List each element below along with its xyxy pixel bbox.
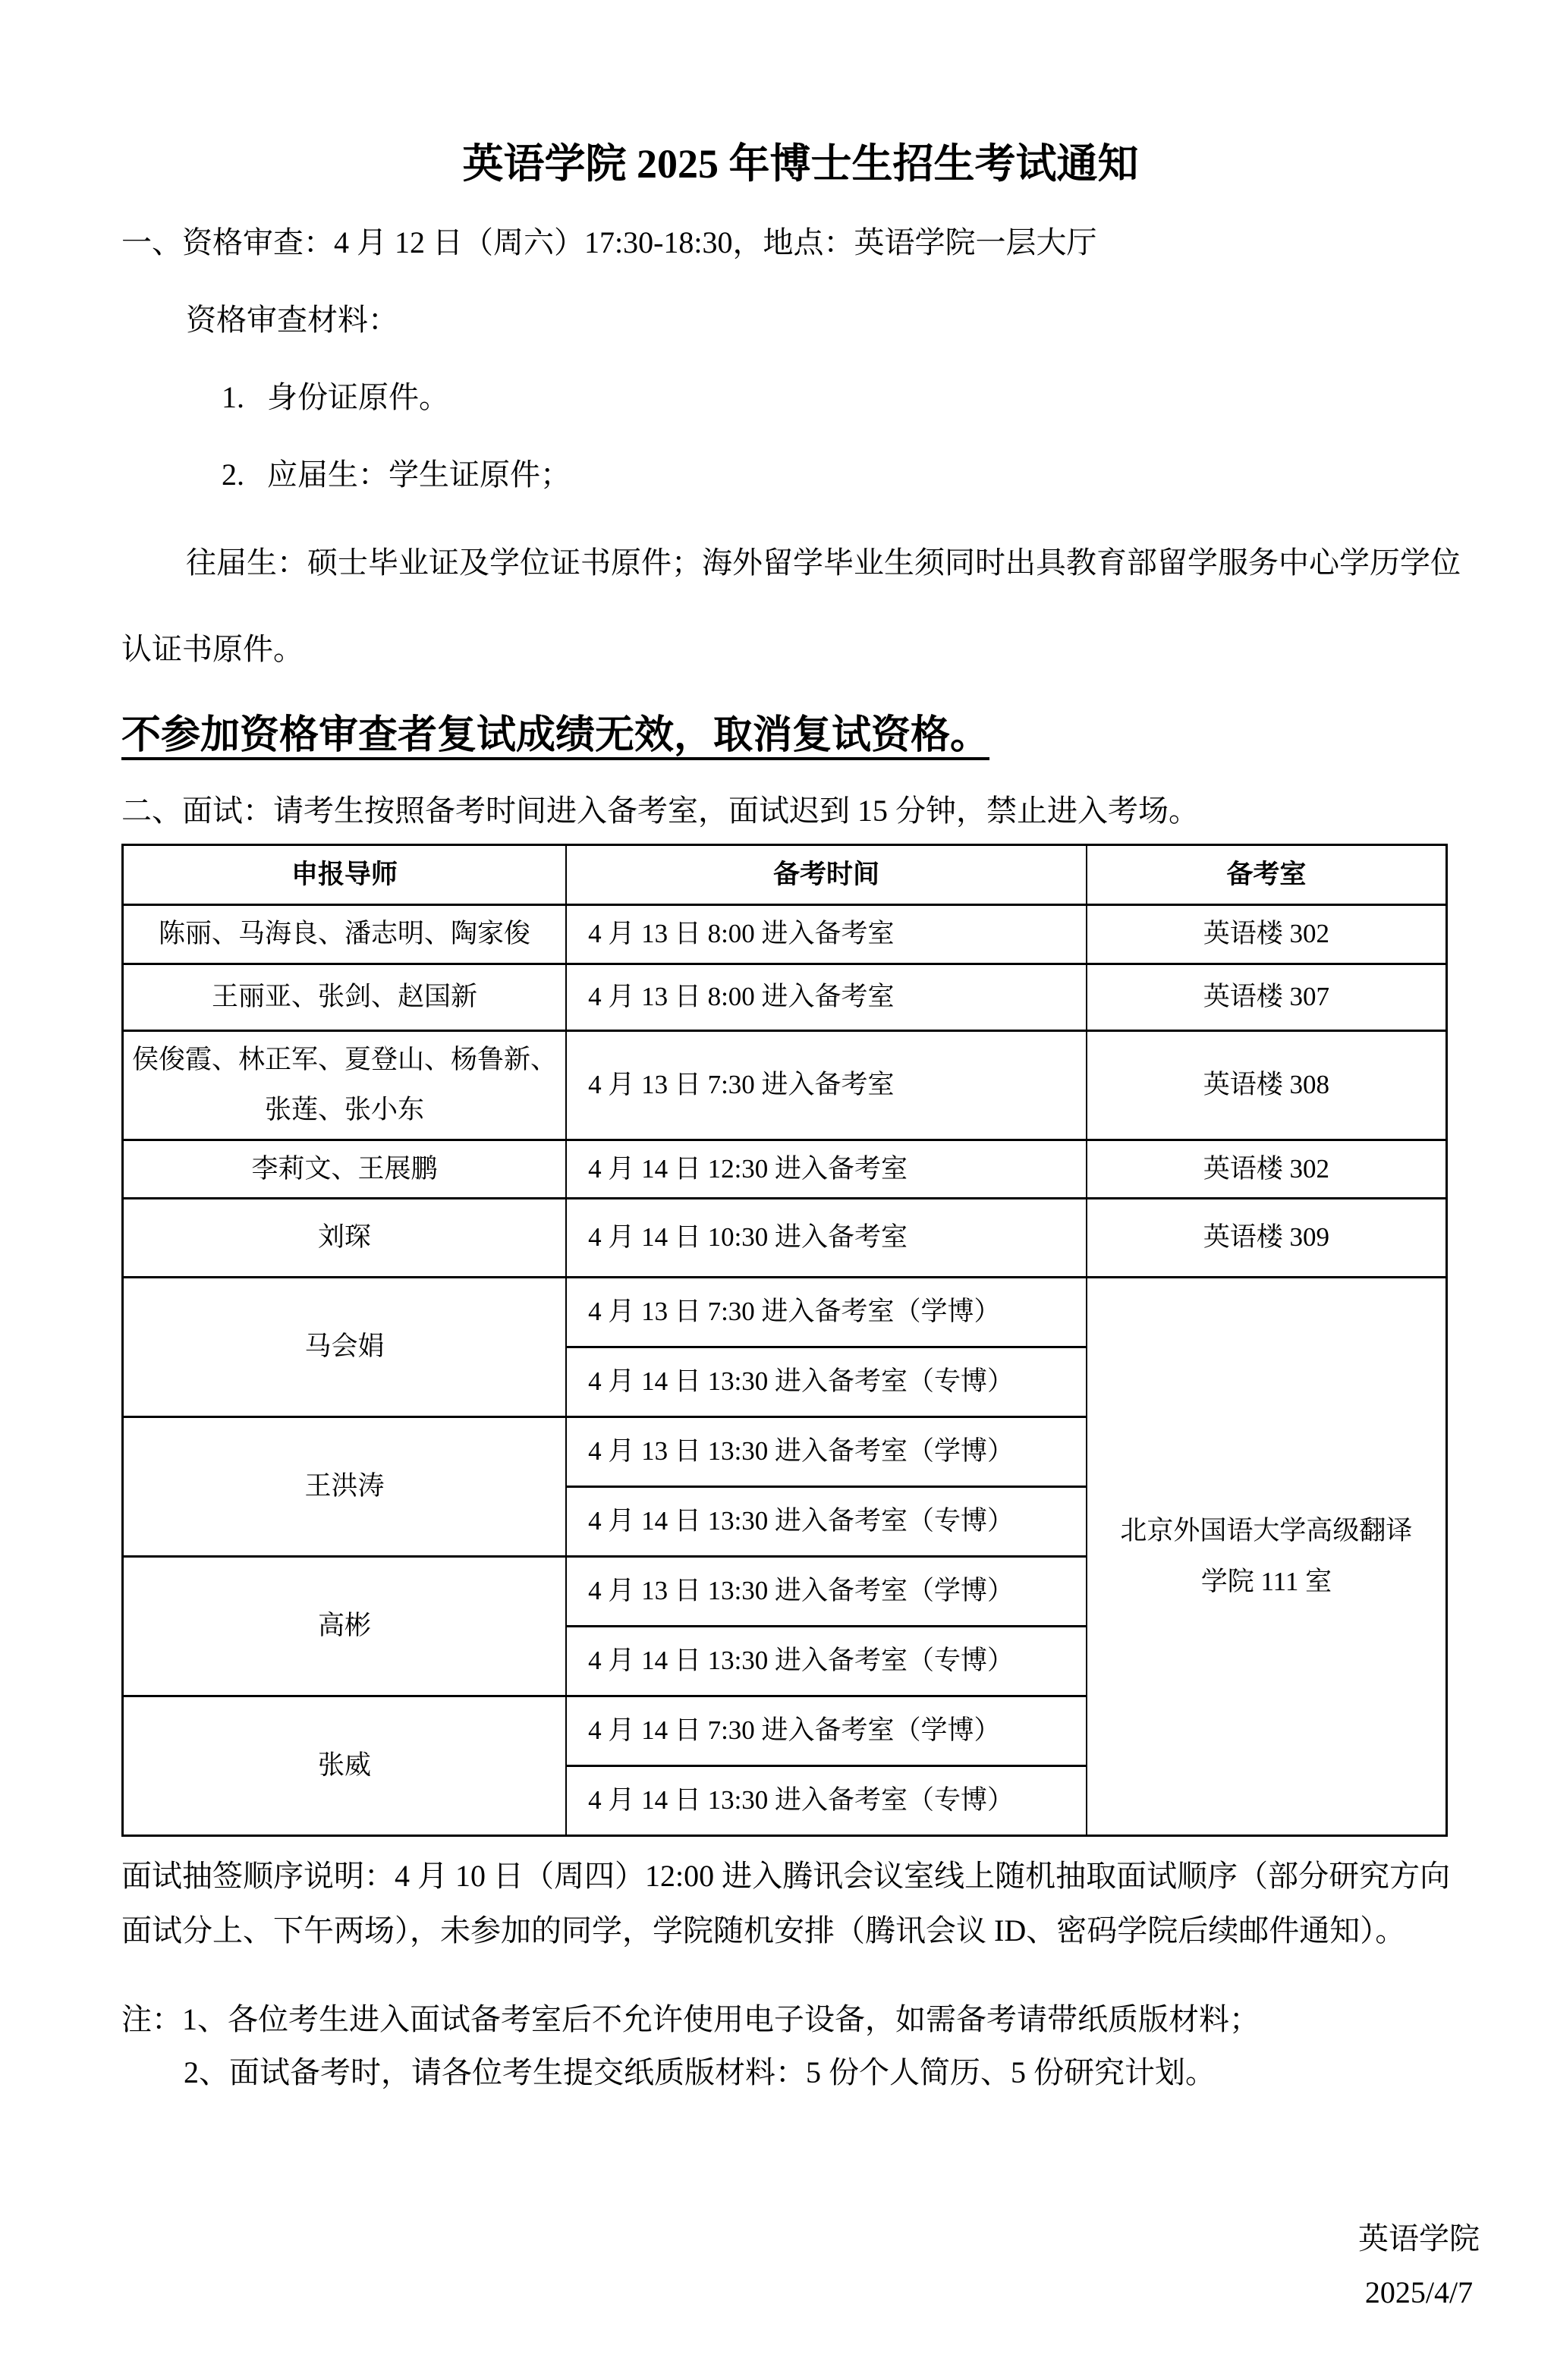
list-item-id-card [121,379,1480,417]
shared-room-cell: 北京外国语大学高级翻译学院 111 室 [1087,1278,1447,1836]
interview-schedule-table [121,844,1448,1837]
note-line-1 [121,1993,1480,2046]
table-row [123,905,1447,964]
mentor-cell: 张威 [123,1696,567,1836]
column-header-time: 备考时间 [566,845,1087,905]
mentor-cell: 高彬 [123,1557,567,1696]
time-cell: 4 月 14 日 13:30 进入备考室（专博） [566,1766,1087,1836]
signature-block [121,2212,1480,2319]
time-cell: 4 月 13 日 7:30 进入备考室 [566,1030,1087,1140]
list-item-number: 1. [222,380,244,415]
list-item-text: 身份证原件。 [267,380,449,415]
section1-heading: 一、资格审查：4 月 12 日（周六）17:30-18:30，地点：英语学院一层大厅 [121,225,1097,260]
mentor-cell: 侯俊霞、林正军、夏登山、杨鲁新、张莲、张小东 [123,1030,567,1140]
room-cell: 英语楼 307 [1087,964,1447,1030]
room-cell: 英语楼 302 [1087,905,1447,964]
mentor-cell: 李莉文、王展鹏 [123,1140,567,1199]
mentor-cell: 陈丽、马海良、潘志明、陶家俊 [123,905,567,964]
table-row [123,1278,1447,1347]
table-header-row [123,845,1447,905]
note-text: 1、各位考生进入面试备考室后不允许使用电子设备，如需备考请带纸质版材料； [182,2002,1260,2037]
room-cell: 英语楼 302 [1087,1140,1447,1199]
column-header-room: 备考室 [1087,845,1447,905]
notes-block [121,1993,1480,2099]
table-row [123,1140,1447,1199]
returning-students-paragraph: 往届生：硕士毕业证及学位证书原件；海外留学毕业生须同时出具教育部留学服务中心学历学位认证书原件。 [121,545,1461,667]
time-cell: 4 月 13 日 7:30 进入备考室（学博） [566,1278,1087,1347]
section2-heading: 二、面试：请考生按照备考时间进入备考室，面试迟到 15 分钟，禁止进入考场。 [121,794,1199,828]
signature-date: 2025/4/7 [1364,2275,1474,2310]
mentor-cell: 王丽亚、张剑、赵国新 [123,964,567,1030]
room-cell: 英语楼 308 [1087,1030,1447,1140]
time-cell: 4 月 14 日 13:30 进入备考室（专博） [566,1347,1087,1417]
mentor-cell: 王洪涛 [123,1417,567,1557]
note-line-2: 2、面试备考时，请各位考生提交纸质版材料：5 份个人简历、5 份研究计划。 [184,2055,1216,2090]
time-cell: 4 月 13 日 13:30 进入备考室（学博） [566,1557,1087,1627]
column-header-mentor: 申报导师 [123,845,567,905]
mentor-cell: 马会娟 [123,1278,567,1417]
list-item-number: 2. [222,457,244,492]
materials-label: 资格审查材料： [186,303,398,338]
table-row [123,1199,1447,1278]
table-row [123,964,1447,1030]
time-cell: 4 月 13 日 13:30 进入备考室（学博） [566,1417,1087,1487]
room-cell: 英语楼 309 [1087,1199,1447,1278]
lottery-explanation: 面试抽签顺序说明：4 月 10 日（周四）12:00 进入腾讯会议室线上随机抽取面试顺序（部分研究方向面试分上、下午两场），未参加的同学，学院随机安排（腾讯会议 ID、密码学院后续邮件通知）。 [121,1859,1451,1948]
time-cell: 4 月 14 日 12:30 进入备考室 [566,1140,1087,1199]
time-cell: 4 月 14 日 10:30 进入备考室 [566,1199,1087,1278]
list-item-text: 应届生：学生证原件； [267,457,571,492]
time-cell: 4 月 13 日 8:00 进入备考室 [566,905,1087,964]
table-row [123,1030,1447,1140]
time-cell: 4 月 14 日 7:30 进入备考室（学博） [566,1696,1087,1766]
page-title: 英语学院 2025 年博士生招生考试通知 [462,141,1139,187]
time-cell: 4 月 14 日 13:30 进入备考室（专博） [566,1487,1087,1557]
signature-org: 英语学院 [1358,2221,1480,2256]
list-item-student-card [121,456,1480,494]
time-cell: 4 月 13 日 8:00 进入备考室 [566,964,1087,1030]
time-cell: 4 月 14 日 13:30 进入备考室（专博） [566,1627,1087,1696]
signature-wrap [1358,2212,1480,2319]
note-label: 注： [121,2002,182,2037]
mentor-cell: 刘琛 [123,1199,567,1278]
warning-line: 不参加资格审查者复试成绩无效，取消复试资格。 [121,714,990,758]
